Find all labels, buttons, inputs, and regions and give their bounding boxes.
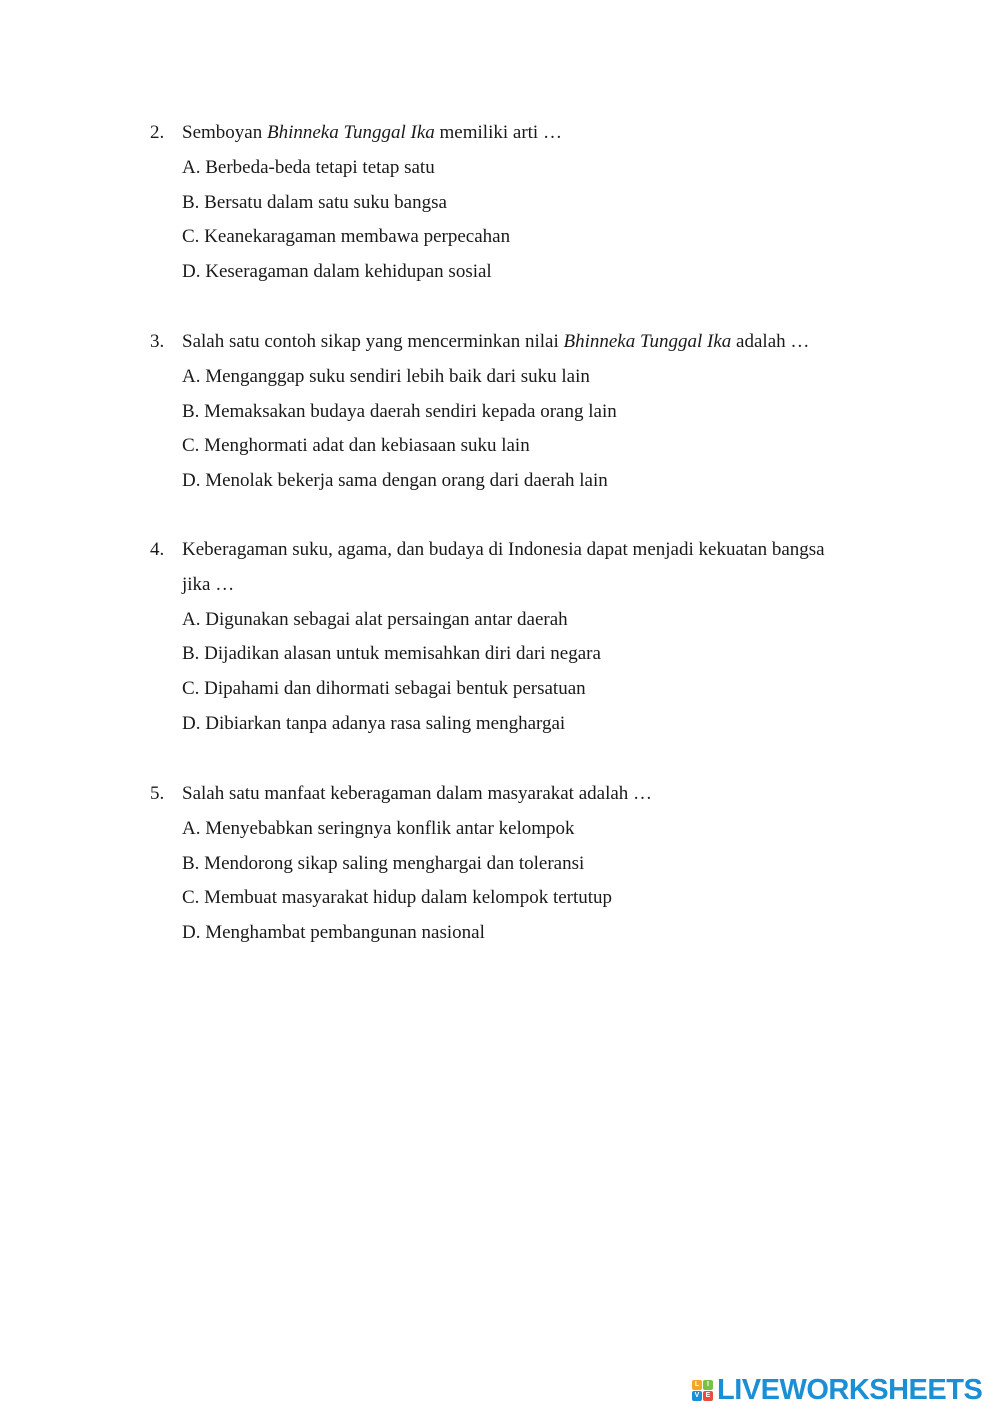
option-b[interactable]: B. Bersatu dalam satu suku bangsa <box>182 191 447 213</box>
option-c[interactable]: C. Membuat masyarakat hidup dalam kelompok tertutup <box>182 887 613 909</box>
question-text: Salah satu contoh sikap yang mencerminkan nilai Bhinneka Tunggal Ika adalah … <box>182 331 810 352</box>
option-a[interactable]: A. Menyebabkan seringnya konflik antar kelompok <box>182 817 575 839</box>
logo-mark-letter: E <box>703 1391 713 1401</box>
logo-mark-letter: V <box>692 1391 702 1401</box>
option-c[interactable]: C. Keanekaragaman membawa perpecahan <box>182 226 511 248</box>
option-d[interactable]: D. Menolak bekerja sama dengan orang dari daerah lain <box>182 470 608 492</box>
option-d[interactable]: D. Keseragaman dalam kehidupan sosial <box>182 261 492 283</box>
question-number: 3. <box>150 331 165 352</box>
option-b[interactable]: B. Memaksakan budaya daerah sendiri kepada orang lain <box>182 400 617 422</box>
answer-options <box>182 603 880 742</box>
option-c[interactable]: C. Menghormati adat dan kebiasaan suku lain <box>182 435 530 457</box>
question-5 <box>150 777 880 951</box>
option-a[interactable]: A. Menganggap suku sendiri lebih baik dari suku lain <box>182 365 590 387</box>
question-text: Semboyan Bhinneka Tunggal Ika memiliki arti … <box>182 122 562 143</box>
question-2 <box>150 116 880 290</box>
option-b[interactable]: B. Mendorong sikap saling menghargai dan toleransi <box>182 852 585 874</box>
question-text: Keberagaman suku, agama, dan budaya di Indonesia dapat menjadi kekuatan bangsa jika … <box>182 539 825 595</box>
logo-mark-letter: L <box>692 1380 702 1390</box>
question-number: 2. <box>150 122 165 143</box>
option-d[interactable]: D. Dibiarkan tanpa adanya rasa saling menghargai <box>182 712 566 734</box>
liveworksheets-logo <box>692 1374 982 1406</box>
option-c[interactable]: C. Dipahami dan dihormati sebagai bentuk persatuan <box>182 678 586 700</box>
question-3 <box>150 325 880 499</box>
logo-text: LIVEWORKSHEETS <box>717 1373 983 1406</box>
answer-options <box>182 151 880 290</box>
question-text: Salah satu manfaat keberagaman dalam masyarakat adalah … <box>182 783 653 804</box>
option-b[interactable]: B. Dijadikan alasan untuk memisahkan diri dari negara <box>182 643 601 665</box>
question-number: 4. <box>150 539 165 560</box>
answer-options <box>182 812 880 951</box>
logo-mark-letter: I <box>703 1380 713 1390</box>
answer-options <box>182 360 880 499</box>
option-a[interactable]: A. Berbeda-beda tetapi tetap satu <box>182 156 435 178</box>
question-4 <box>150 533 880 742</box>
logo-mark-icon <box>692 1380 713 1401</box>
option-a[interactable]: A. Digunakan sebagai alat persaingan antar daerah <box>182 608 568 630</box>
option-d[interactable]: D. Menghambat pembangunan nasional <box>182 922 485 944</box>
question-number: 5. <box>150 783 165 804</box>
